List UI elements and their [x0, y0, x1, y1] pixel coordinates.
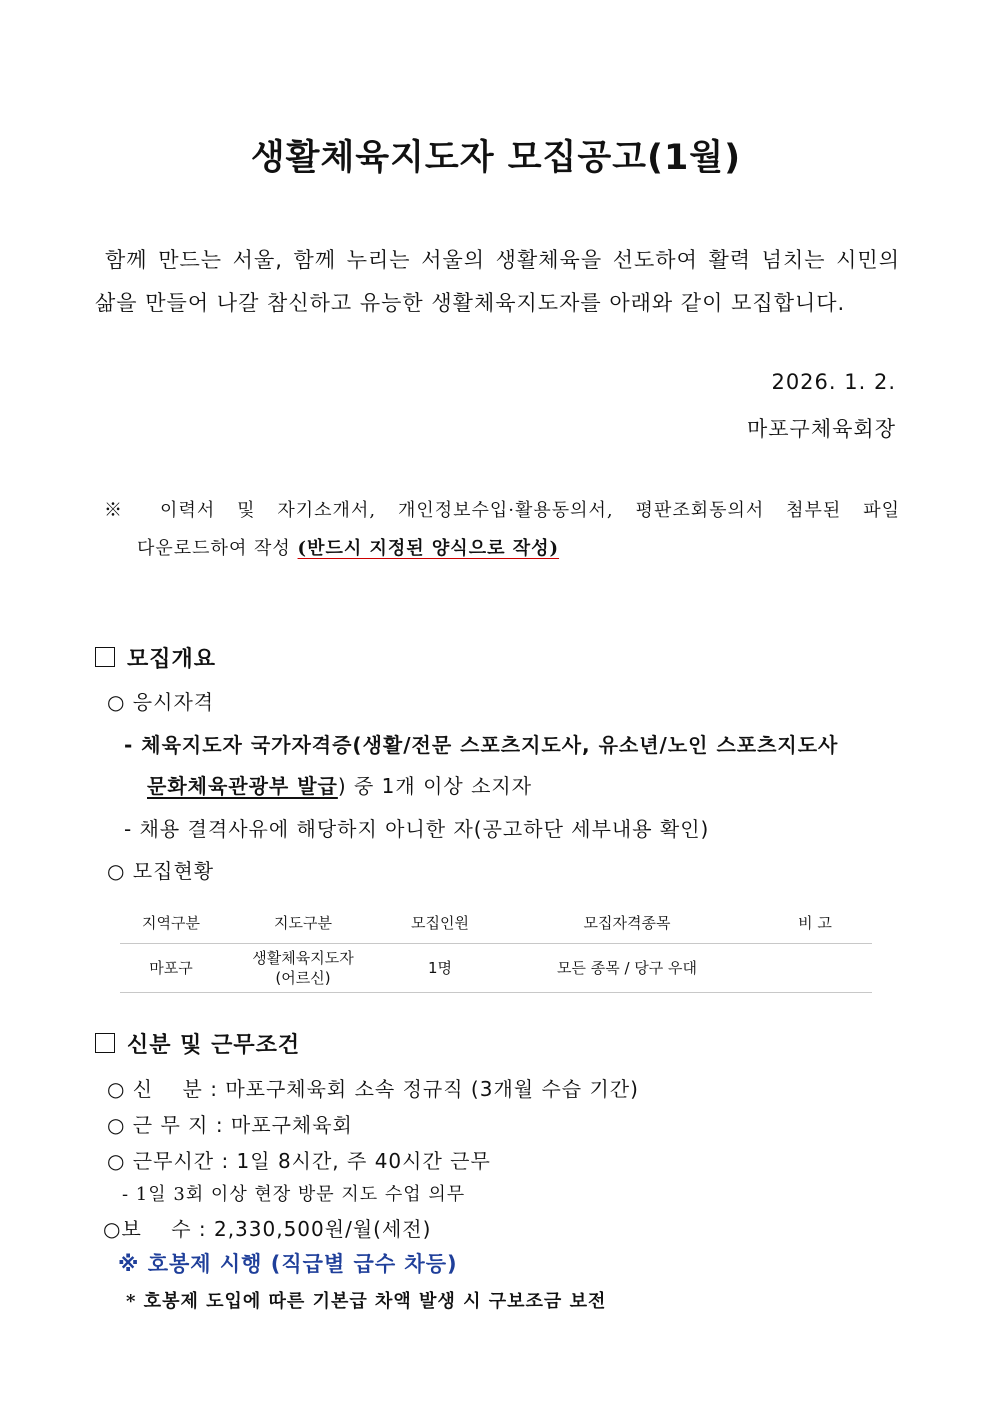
section-heading-overview — [95, 642, 216, 673]
intro-line-1: 함께 만드는 서울, 함께 누리는 서울의 생활체육을 선도하여 활력 넘치는 시민의 — [105, 248, 900, 272]
condition-status: ○ 신 분 : 마포구체육회 소속 정규직 (3개월 수습 기간) — [107, 1077, 639, 1101]
announcement-date: 2026. 1. 2. — [771, 370, 896, 394]
table-row — [120, 944, 872, 993]
intro-line-2: 삶을 만들어 나갈 참신하고 유능한 생활체육지도자를 아래와 같이 모집합니다. — [95, 291, 846, 315]
qualification-issuer: 문화체육관광부 발급 — [147, 774, 338, 798]
condition-pay: ○보 수 : 2,330,500원/월(세전) — [103, 1217, 432, 1241]
section-heading-overview-label: 모집개요 — [127, 647, 217, 672]
qualification-1-line-1: - 체육지도자 국가자격증(생활/전문 스포츠지도사, 유소년/노인 스포츠지도사 — [124, 733, 839, 757]
notice-line-2 — [137, 534, 559, 560]
table-header-remarks: 비 고 — [758, 902, 872, 944]
condition-workplace: ○ 근 무 지 : 마포구체육회 — [107, 1113, 353, 1137]
square-bullet-icon — [95, 647, 115, 667]
pay-sub-note: * 호봉제 도입에 따른 기본급 차액 발생 시 구보조금 보전 — [126, 1291, 607, 1312]
condition-hours-sub: - 1일 3회 이상 현장 방문 지도 수업 의무 — [122, 1184, 466, 1205]
cell-type — [222, 944, 384, 993]
qualification-1-line-2-rest: ) 중 1개 이상 소지자 — [337, 774, 533, 798]
notice-emphasis: (반드시 지정된 양식으로 작성) — [297, 538, 560, 559]
square-bullet-icon — [95, 1033, 115, 1053]
section-heading-conditions — [95, 1028, 300, 1059]
cell-count: 1명 — [384, 944, 496, 993]
qualification-label: ○ 응시자격 — [107, 690, 215, 714]
condition-hours: ○ 근무시간 : 1일 8시간, 주 40시간 근무 — [107, 1149, 491, 1173]
issuer-name: 마포구체육회장 — [746, 417, 896, 441]
notice-line-1: ※ 이력서 및 자기소개서, 개인정보수입·활용동의서, 평판조회동의서 첨부된 파일 — [104, 500, 900, 521]
pay-note: ※ 호봉제 시행 (직급별 급수 차등) — [118, 1252, 458, 1276]
cell-type-line-2: (어르신) — [275, 969, 331, 987]
table-header-sports: 모집자격종목 — [496, 902, 758, 944]
table-header-type: 지도구분 — [222, 902, 384, 944]
page-title: 생활체육지도자 모집공고(1월) — [250, 138, 742, 178]
status-label: ○ 모집현황 — [107, 859, 215, 883]
table-header-region: 지역구분 — [120, 902, 222, 944]
qualification-2: - 채용 결격사유에 해당하지 아니한 자(공고하단 세부내용 확인) — [124, 817, 710, 841]
cell-type-line-1: 생활체육지도자 — [252, 949, 354, 967]
cell-region: 마포구 — [120, 944, 222, 993]
notice-line-2-prefix: 다운로드하여 작성 — [137, 538, 298, 559]
cell-sports: 모든 종목 / 당구 우대 — [496, 944, 758, 993]
table-header-count: 모집인원 — [384, 902, 496, 944]
cell-remarks — [758, 944, 872, 993]
qualification-1-line-2 — [147, 770, 532, 799]
section-heading-conditions-label: 신분 및 근무조건 — [127, 1033, 301, 1058]
table-header-row — [120, 902, 872, 944]
recruitment-table — [120, 902, 872, 993]
